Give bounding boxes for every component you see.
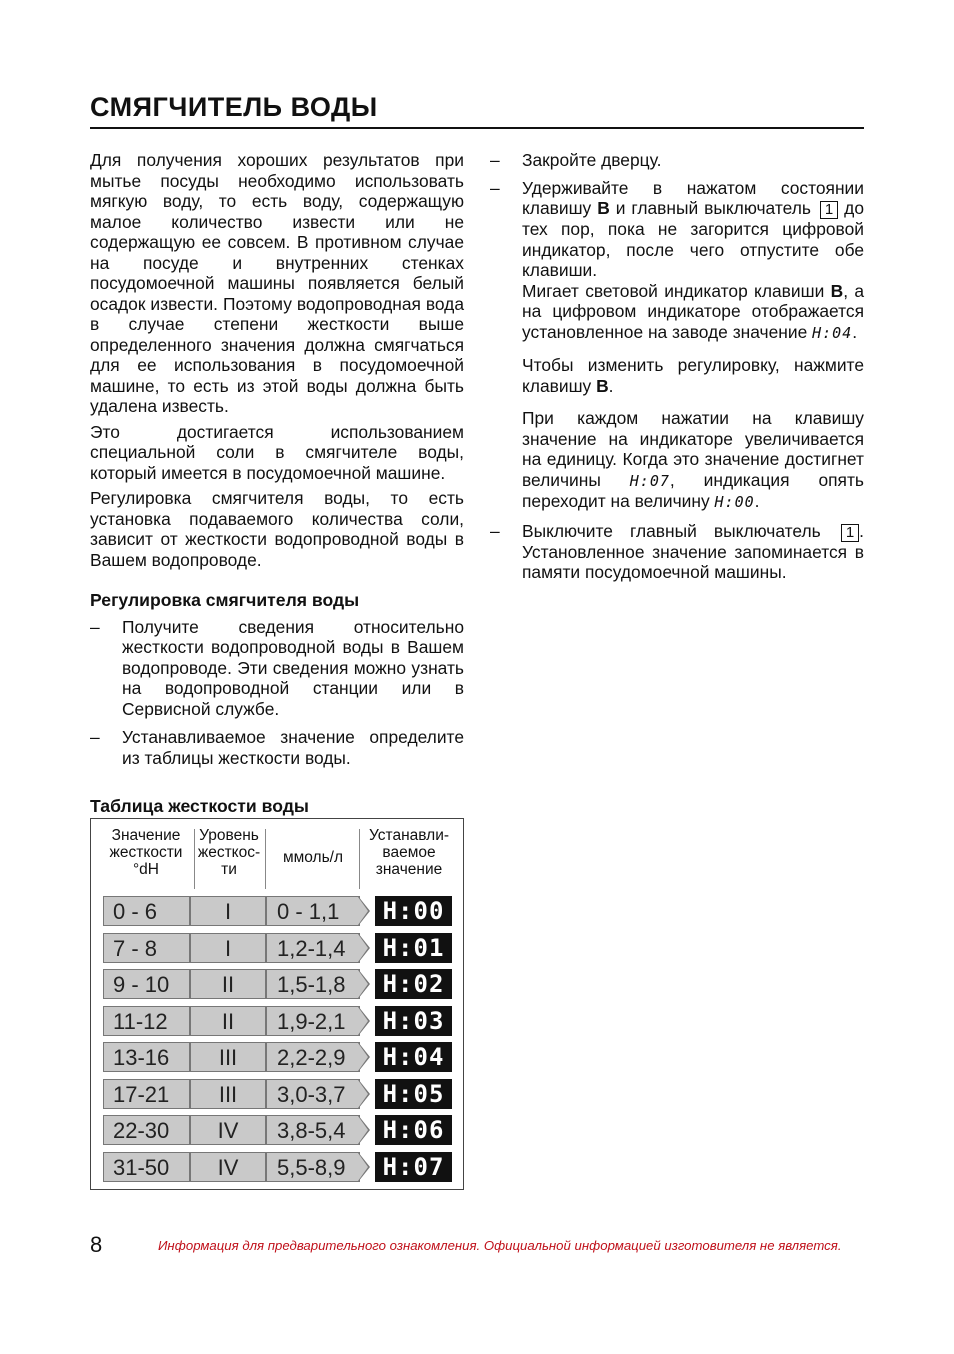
- list-item-text: Мигает световой индикатор клавиши: [522, 280, 825, 301]
- cell-level: I: [190, 933, 266, 963]
- cell-dh: 0 - 6: [103, 896, 190, 926]
- cell-dh: 9 - 10: [103, 969, 190, 999]
- page-number: 8: [90, 1232, 103, 1257]
- key-b-label: B: [596, 375, 609, 396]
- table-row: [103, 896, 453, 926]
- list-item-text: , а на цифровом индикаторе отображается установленное на заводе значение: [522, 280, 864, 342]
- list-item: [90, 727, 464, 768]
- cell-display: H:01: [375, 933, 452, 963]
- cell-level: III: [190, 1042, 266, 1072]
- cell-display: H:00: [375, 896, 452, 926]
- cell-display: H:07: [375, 1152, 452, 1182]
- cell-dh: 7 - 8: [103, 933, 190, 963]
- paragraph-intro: Для получения хороших результатов при мытье посуды необходимо использовать мягкую воду, то есть воду, содержащую малое количество извести или не содержащую ее совсем. В противном случае на посуде и внутренних стенках посудомоечной машины появляется белый осадок извести. Поэтому водопроводная вода в случае степени жесткости выше определенного значения должна смягчаться для ее использования в посудомоечной машине, то есть из этой воды должна быть удалена известь.: [90, 150, 464, 416]
- arrow-shape: [358, 970, 368, 998]
- list-item: – Выключите главный выключатель 1 . Установленное значение запоминается в памяти посудомоечной машины.: [490, 520, 864, 582]
- arrow-shape: [358, 1007, 368, 1035]
- cell-dh: 17-21: [103, 1079, 190, 1109]
- arrow-shape: [358, 897, 368, 925]
- table-row: [103, 1006, 453, 1036]
- cell-display: H:04: [375, 1042, 452, 1072]
- cell-mmol: 1,9-2,1: [266, 1006, 360, 1036]
- list-item: – Удерживайте в нажатом состоянии клавишу B и главный выключатель 1 до тех пор, пока не загорится цифровой индикатор, после чего отпустите обе клавиши. Мигает световой индикатор клавиши B, а на цифровом индикаторе отображается установленное на заводе значение H:04. Чтобы изменить регулировку, нажмите клавишу B. При каждом нажатии на клавишу значение на индикаторе увеличивается на единицу. Когда это значение достигнет величины H:07, индикация опять переходит на величину H:00.: [490, 177, 864, 511]
- header-value: Устанавли-ваемое значение: [368, 827, 450, 878]
- arrow-shape: [358, 934, 368, 962]
- header-mmol: ммоль/л: [282, 849, 344, 866]
- cell-mmol: 0 - 1,1: [266, 896, 360, 926]
- header-level: Уровень жесткос-ти: [197, 827, 261, 878]
- main-switch-label: 1: [841, 524, 859, 542]
- cell-level: II: [190, 1006, 266, 1036]
- factory-value: H:04: [812, 323, 853, 342]
- hardness-table: [90, 818, 464, 1190]
- right-column: [490, 150, 864, 591]
- cell-display: H:06: [375, 1115, 452, 1145]
- table-row: [103, 1152, 453, 1182]
- change-text: Чтобы изменить регулировку, нажмите клавишу: [522, 355, 864, 396]
- cell-dh: 13-16: [103, 1042, 190, 1072]
- cell-level: IV: [190, 1115, 266, 1145]
- press-text: При каждом нажатии на клавишу значение на индикаторе увеличивается на единицу. Когда это значение достигнет величины: [522, 408, 864, 490]
- cell-mmol: 1,5-1,8: [266, 969, 360, 999]
- header-dh: Значение жесткости °dH: [109, 827, 183, 878]
- cell-level: II: [190, 969, 266, 999]
- cell-mmol: 3,8-5,4: [266, 1115, 360, 1145]
- cell-display: H:05: [375, 1079, 452, 1109]
- cell-dh: 11-12: [103, 1006, 190, 1036]
- key-b-label: B: [597, 198, 610, 218]
- table-row: [103, 933, 453, 963]
- cell-dh: 31-50: [103, 1152, 190, 1182]
- cell-mmol: 5,5-8,9: [266, 1152, 360, 1182]
- arrow-shape: [358, 1116, 368, 1144]
- list-item-text: Получите сведения относительно жесткости водопроводной воды в Вашем водопроводе. Эти сведения можно узнать на водопроводной станции или в Сервисной службе.: [122, 616, 464, 719]
- paragraph-salt: Это достигается использованием специальной соли в смягчителе воды, который имеется в посудомоечной машине.: [90, 421, 464, 483]
- cell-level: I: [190, 896, 266, 926]
- cell-dh: 22-30: [103, 1115, 190, 1145]
- dash-marker: –: [490, 177, 500, 198]
- dash-marker: –: [490, 150, 500, 170]
- dash-marker: –: [90, 616, 100, 637]
- list-item-text: Устанавливаемое значение определите из таблицы жесткости воды.: [122, 727, 464, 768]
- press-text: , индикация опять переходит на величину: [522, 469, 864, 511]
- cell-level: IV: [190, 1152, 266, 1182]
- arrow-shape: [358, 1153, 368, 1181]
- max-value: H:07: [629, 471, 670, 490]
- cell-mmol: 3,0-3,7: [266, 1079, 360, 1109]
- heading-regulation: Регулировка смягчителя воды: [90, 590, 360, 610]
- main-switch-label: 1: [820, 201, 838, 219]
- cell-display: H:03: [375, 1006, 452, 1036]
- disclaimer-note: Информация для предварительного ознакомления. Официальной информацией изготовителя не является.: [158, 1238, 842, 1253]
- table-row: [103, 1115, 453, 1145]
- table-row: [103, 1042, 453, 1072]
- page-title: СМЯГЧИТЕЛЬ ВОДЫ: [90, 92, 864, 129]
- cell-display: H:02: [375, 969, 452, 999]
- list-item-text: и главный выключатель: [615, 198, 811, 218]
- arrow-shape: [358, 1043, 368, 1071]
- list-item-text: до тех пор, пока не загорится цифровой индикатор, после чего отпустите обе клавиши.: [522, 198, 864, 280]
- cell-mmol: 2,2-2,9: [266, 1042, 360, 1072]
- cell-mmol: 1,2-1,4: [266, 933, 360, 963]
- left-column: [90, 150, 464, 823]
- cell-level: III: [190, 1079, 266, 1109]
- dash-marker: –: [90, 727, 100, 747]
- heading-table: Таблица жесткости воды: [90, 796, 309, 816]
- list-item: [490, 150, 864, 171]
- table-header: [101, 827, 451, 892]
- table-row: [103, 1079, 453, 1109]
- list-item-text: Удерживайте в нажатом состоянии клавишу: [522, 177, 864, 218]
- list-item-text: Выключите главный выключатель: [522, 520, 821, 541]
- dash-marker: –: [490, 520, 500, 541]
- list-item: [90, 617, 464, 720]
- paragraph-regulation: Регулировка смягчителя воды, то есть установка подаваемого количества соли, зависит от жесткости водопроводной воды в Вашем водопроводе.: [90, 488, 464, 570]
- key-b-label: B: [830, 280, 844, 301]
- min-value: H:00: [714, 493, 755, 511]
- list-item-text: Установленное значение запоминается в памяти посудомоечной машины.: [522, 541, 864, 582]
- list-item-text: Закройте дверцу.: [522, 150, 662, 170]
- arrow-shape: [358, 1080, 368, 1108]
- table-row: [103, 969, 453, 999]
